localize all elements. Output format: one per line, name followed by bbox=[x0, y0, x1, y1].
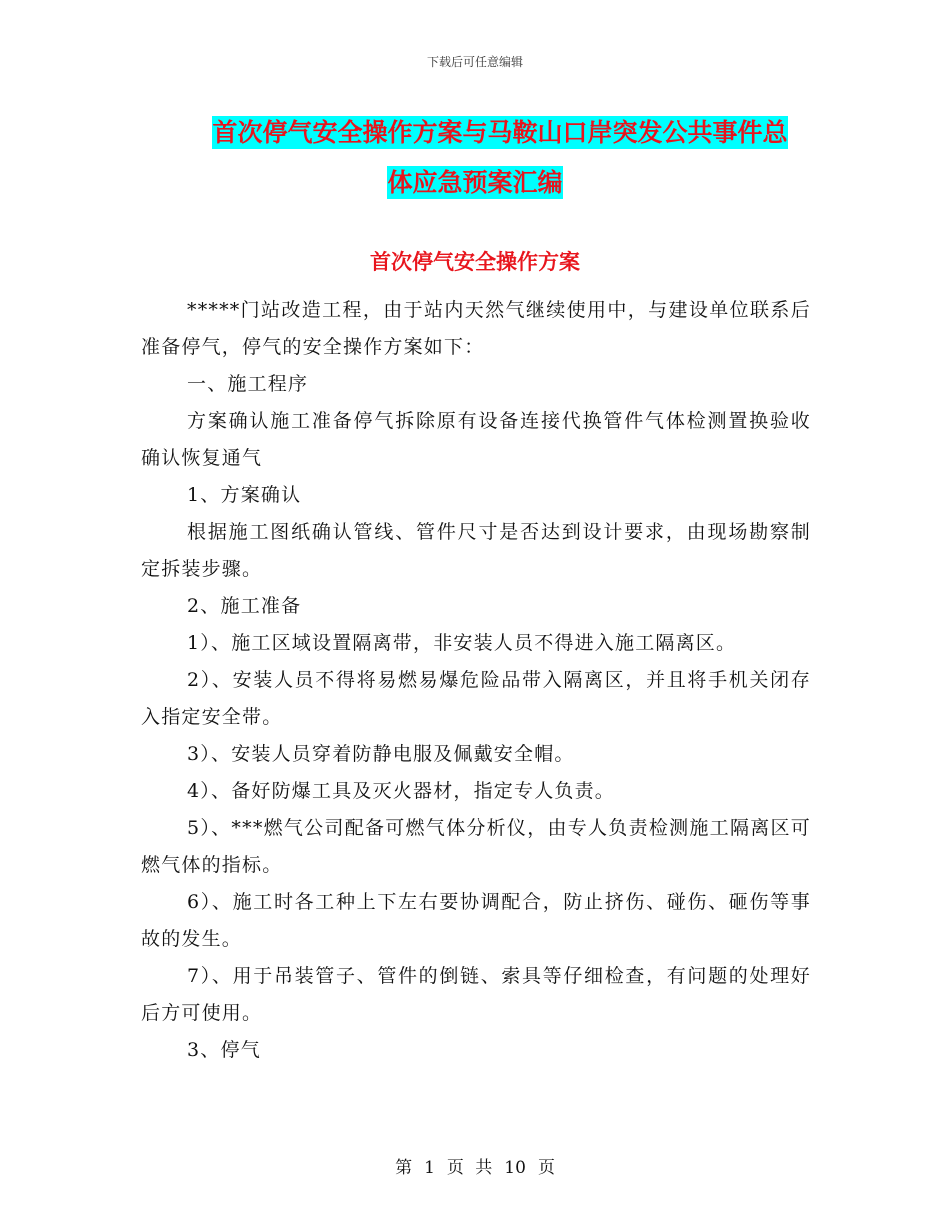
paragraph: 一、施工程序 bbox=[187, 373, 309, 395]
page-number: 1 bbox=[424, 1158, 435, 1178]
paragraph: 6）、施工时各工种上下左右要协调配合，防止挤伤、碰伤、砸伤等事故的发生。 bbox=[141, 891, 811, 950]
section-title: 首次停气安全操作方案 bbox=[370, 250, 580, 274]
title-line-2: 体应急预案汇编 bbox=[387, 168, 563, 197]
total-pages: 10 bbox=[504, 1158, 526, 1178]
footer-prefix: 第 bbox=[395, 1158, 413, 1178]
paragraph: 2、施工准备 bbox=[187, 595, 302, 617]
paragraph: 4）、备好防爆工具及灭火器材，指定专人负责。 bbox=[187, 780, 615, 802]
paragraph: 1、方案确认 bbox=[187, 484, 302, 506]
paragraph: 3）、安装人员穿着防静电服及佩戴安全帽。 bbox=[187, 743, 575, 765]
header-note: 下载后可任意编辑 bbox=[426, 55, 523, 69]
paragraph: 5）、***燃气公司配备可燃气体分析仪，由专人负责检测施工隔离区可燃气体的指标。 bbox=[141, 817, 811, 876]
paragraph: *****门站改造工程，由于站内天然气继续使用中，与建设单位联系后准备停气，停气的安全操作方案如下： bbox=[141, 299, 811, 358]
page-footer bbox=[0, 1153, 950, 1178]
paragraph: 1）、施工区域设置隔离带，非安装人员不得进入施工隔离区。 bbox=[187, 632, 737, 654]
footer-mid: 页 共 bbox=[446, 1158, 493, 1178]
document-body bbox=[141, 292, 811, 1069]
paragraph: 3、停气 bbox=[187, 1039, 261, 1061]
paragraph: 方案确认施工准备停气拆除原有设备连接代换管件气体检测置换验收确认恢复通气 bbox=[141, 410, 811, 469]
paragraph: 2）、安装人员不得将易燃易爆危险品带入隔离区，并且将手机关闭存入指定安全带。 bbox=[141, 669, 811, 728]
paragraph: 7）、用于吊装管子、管件的倒链、索具等仔细检查，有问题的处理好后方可使用。 bbox=[141, 965, 811, 1024]
document-title bbox=[0, 108, 950, 208]
paragraph: 根据施工图纸确认管线、管件尺寸是否达到设计要求，由现场勘察制定拆装步骤。 bbox=[141, 521, 811, 580]
title-line-1: 首次停气安全操作方案与马鞍山口岸突发公共事件总 bbox=[212, 118, 788, 147]
footer-suffix: 页 bbox=[537, 1158, 555, 1178]
